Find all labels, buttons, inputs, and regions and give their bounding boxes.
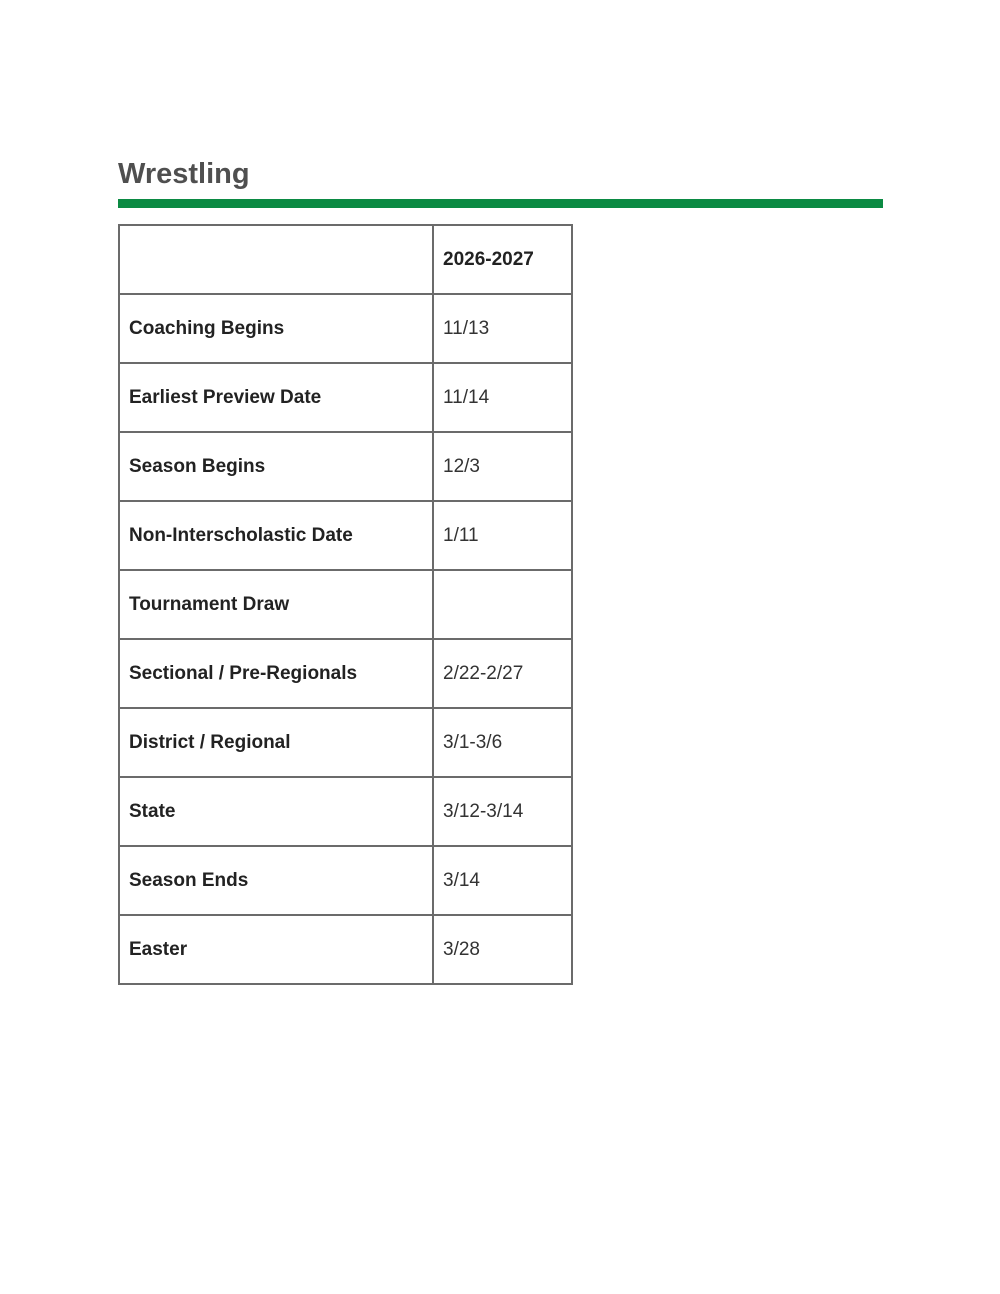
row-value: 11/13 [433, 294, 572, 363]
row-label: Easter [119, 915, 433, 984]
header-cell-empty [119, 225, 433, 294]
row-value: 3/1-3/6 [433, 708, 572, 777]
table-row [119, 639, 572, 708]
row-label: Season Begins [119, 432, 433, 501]
row-label: Non-Interscholastic Date [119, 501, 433, 570]
row-value: 2/22-2/27 [433, 639, 572, 708]
row-value: 3/28 [433, 915, 572, 984]
row-label: Coaching Begins [119, 294, 433, 363]
table-row [119, 570, 572, 639]
row-value: 12/3 [433, 432, 572, 501]
row-value: 3/12-3/14 [433, 777, 572, 846]
row-label: District / Regional [119, 708, 433, 777]
table-row [119, 501, 572, 570]
table-row [119, 915, 572, 984]
row-label: State [119, 777, 433, 846]
table-row [119, 777, 572, 846]
schedule-table [118, 224, 573, 985]
row-label: Earliest Preview Date [119, 363, 433, 432]
page-title: Wrestling [118, 158, 250, 190]
table-row [119, 363, 572, 432]
row-label: Tournament Draw [119, 570, 433, 639]
table-row [119, 846, 572, 915]
row-value: 1/11 [433, 501, 572, 570]
table-row [119, 708, 572, 777]
title-divider [118, 199, 883, 208]
table-row [119, 294, 572, 363]
table-row [119, 432, 572, 501]
row-value [433, 570, 572, 639]
row-label: Season Ends [119, 846, 433, 915]
row-value: 3/14 [433, 846, 572, 915]
row-label: Sectional / Pre-Regionals [119, 639, 433, 708]
header-cell-season: 2026-2027 [433, 225, 572, 294]
row-value: 11/14 [433, 363, 572, 432]
table-header-row [119, 225, 572, 294]
